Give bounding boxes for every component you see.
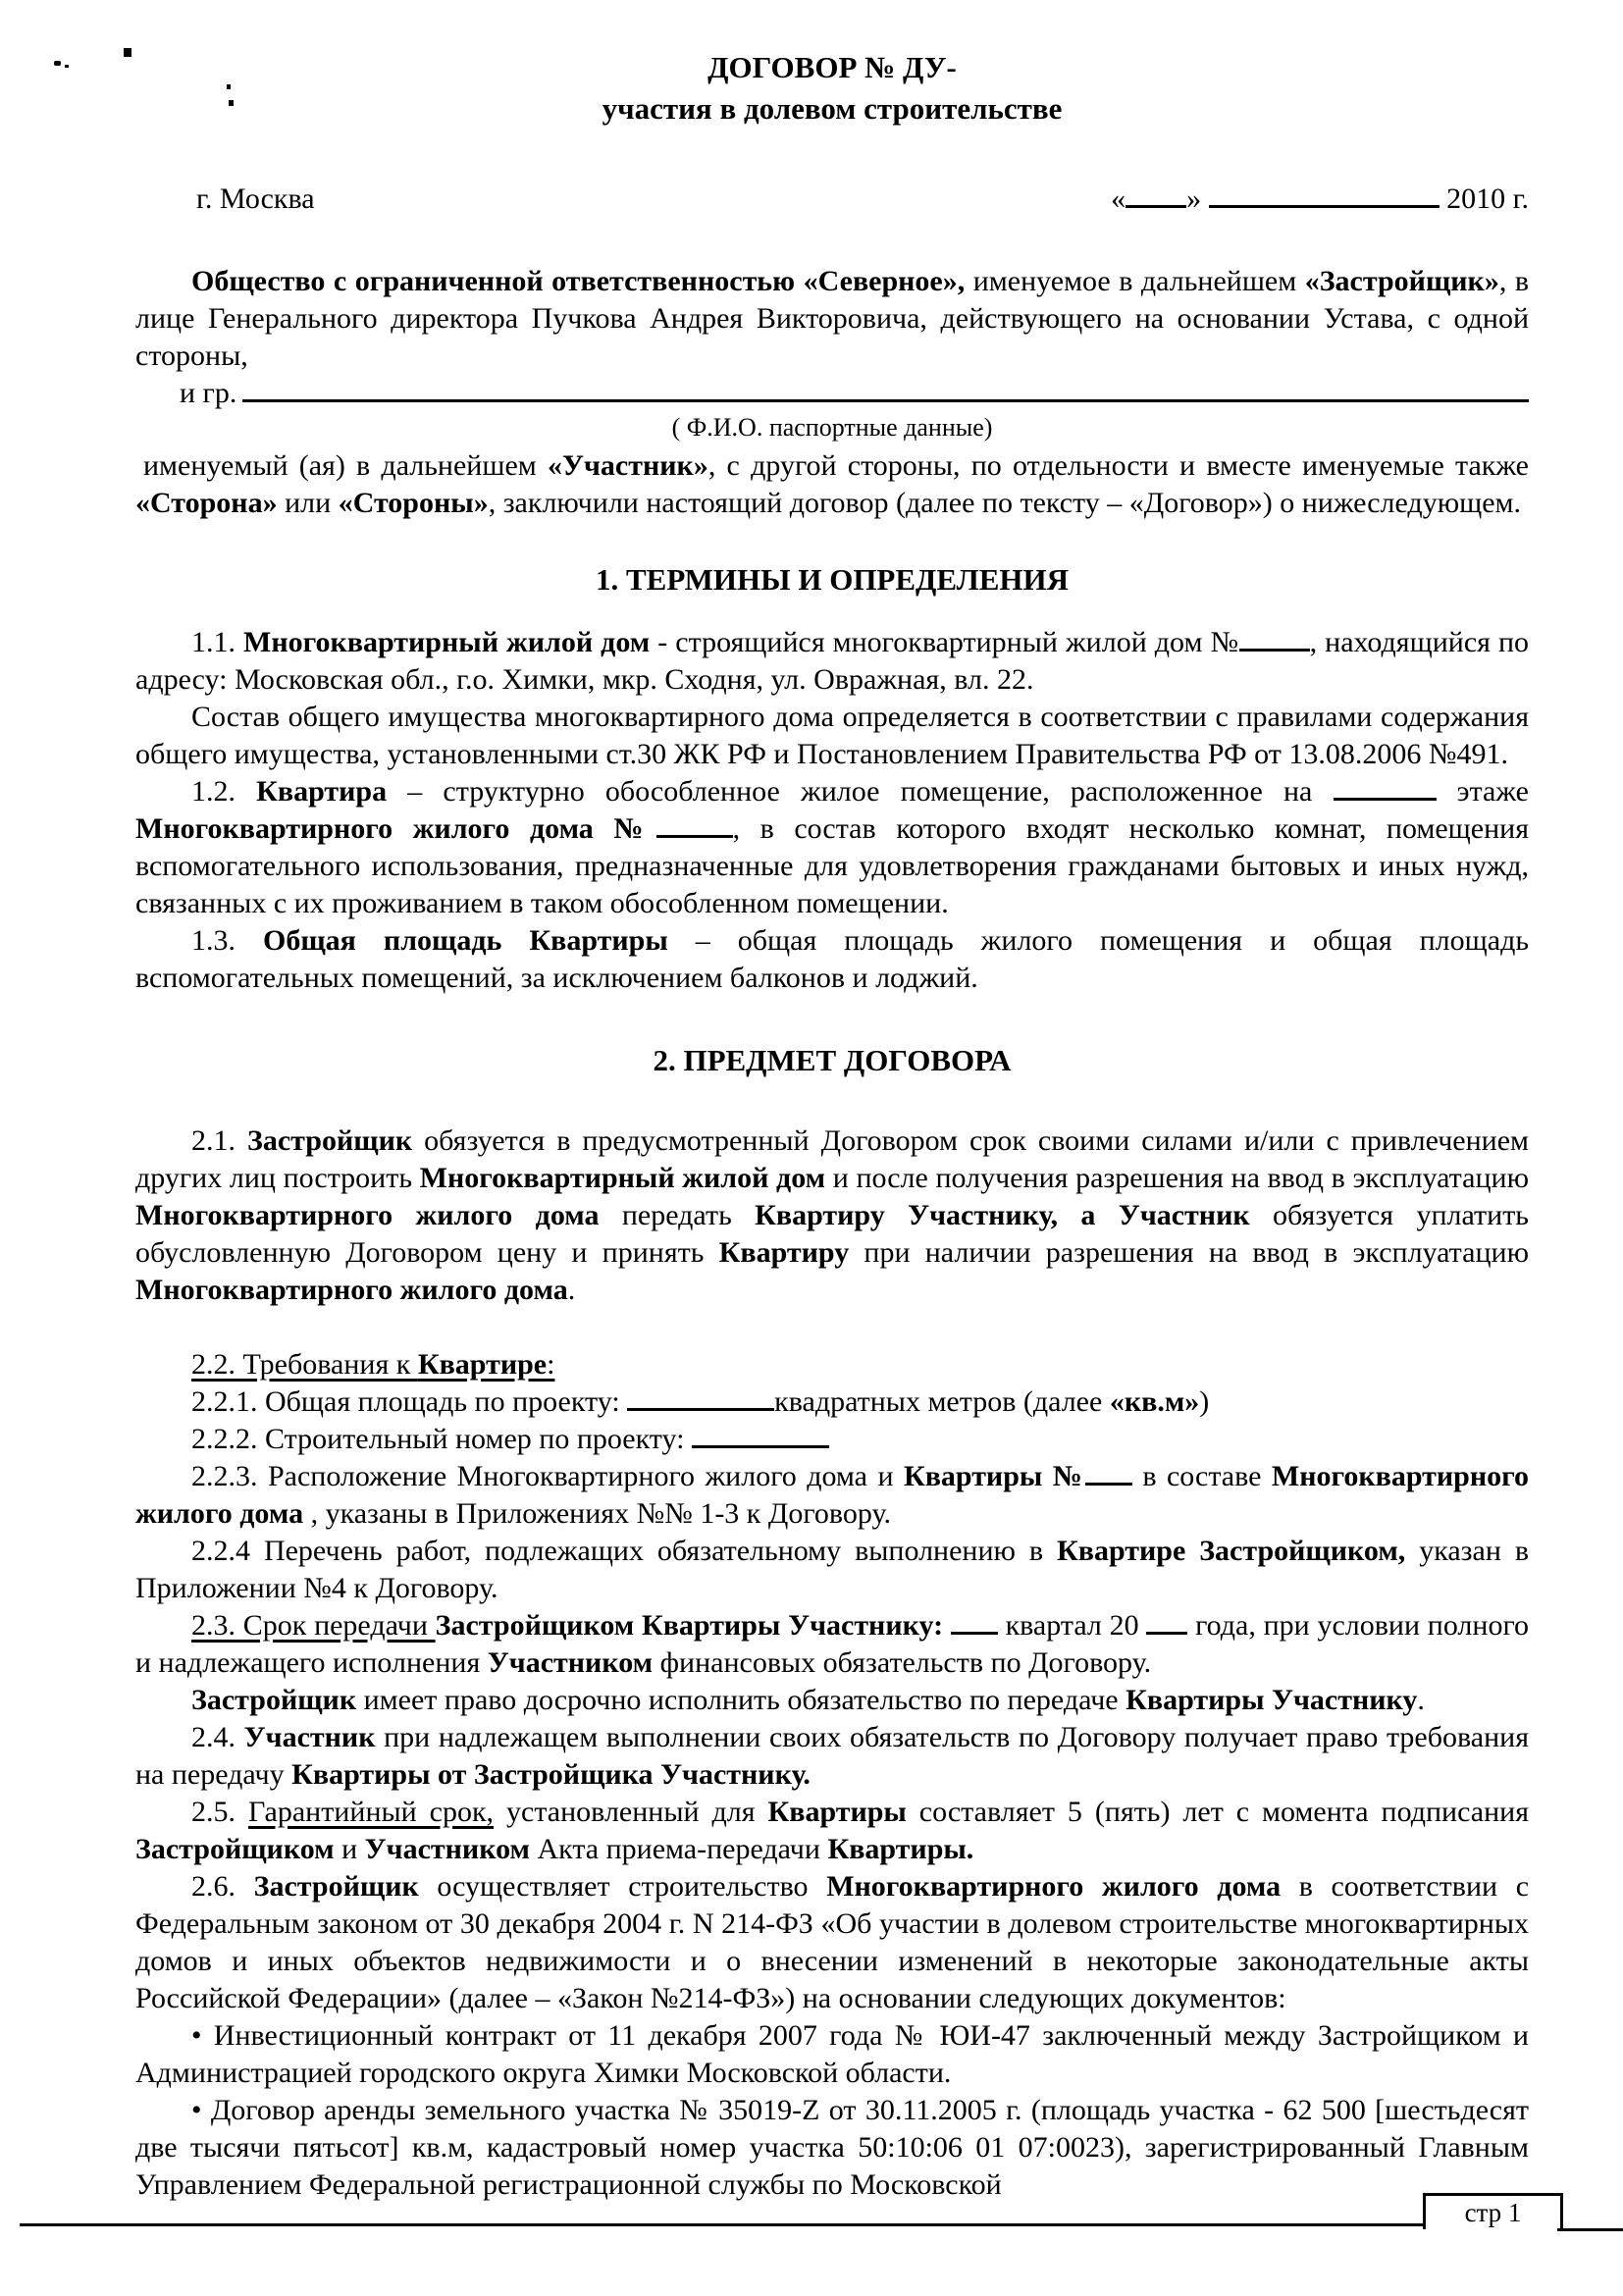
paragraph-1-1: 1.1. Многоквартирный жилой дом - строящийся многоквартирный жилой дом № , находящийся по адресу: Московская обл., г.о. Химки, мкр. Сходня, ул. Овражная, вл. 22. xyxy=(135,626,1530,696)
paragraph-2-6: 2.6. Застройщик осуществляет строительство Многоквартирного жилого дома в соответствии с Федеральным законом от 30 декабря 2004 г. N 214-ФЗ «Об участии в долевом строительстве многоквартирных домов и иных объектов недвижимости и о внесении изменений в некоторые законодательные акты Российской Федерации» (далее – «Закон №214-ФЗ») на основании следующих документов: xyxy=(135,1870,1530,2014)
participant-prefix-label: и гр. xyxy=(180,377,237,409)
paragraph-parties-participant: именуемый (ая) в дальнейшем «Участник», с другой стороны, по отдельности и вместе именуемые также «Сторона» или «Стороны», заключили настоящий договор (далее по тексту – «Договор») о нижеследующем. xyxy=(135,449,1529,519)
page-number-badge xyxy=(1423,2193,1563,2229)
participant-name-blank-row xyxy=(135,375,1529,412)
section-heading-terms: 1. ТЕРМИНЫ И ОПРЕДЕЛЕНИЯ xyxy=(595,562,1070,597)
document-title-line2: участия в долевом строительстве xyxy=(602,91,1063,126)
paragraph-2-2-2: 2.2.2. Строительный номер по проекту: xyxy=(135,1421,1529,1458)
city-label: г. Москва xyxy=(196,183,315,215)
bullet-land-lease-contract: • Договор аренды земельного участка № 35019-Z от 30.11.2005 г. (площадь участка - 62 500 [шестьдесят две тысячи пятьсот] кв.м, кадастровый номер участка 50:10:06 01 07:0023), зарегистрированный Главным Управлением Федеральной регистрационной службы по Московской xyxy=(135,2094,1529,2201)
document-title-line1: ДОГОВОР № ДУ- xyxy=(707,50,957,84)
document-body xyxy=(135,47,1529,2204)
paragraph-2-2-1: 2.2.1. Общая площадь по проекту: квадратных метров (далее «кв.м») xyxy=(191,1385,1210,1418)
date-blank-line: « » 2010 г. xyxy=(1111,183,1529,215)
paragraph-1-3: 1.3. Общая площадь Квартиры – общая площадь жилого помещения и общая площадь вспомогательных помещений, за исключением балконов и лоджий. xyxy=(135,924,1530,994)
scan-artifact-speck xyxy=(65,65,69,68)
paragraph-2-2-heading: 2.2. Требования к Квартире: xyxy=(191,1348,555,1381)
footer-rule-right xyxy=(1557,2228,1623,2231)
city-date-row xyxy=(135,181,1529,218)
paragraph-2-4: 2.4. Участник при надлежащем выполнении своих обязательств по Договору получает право требования на передачу Квартиры от Застройщика Участнику. xyxy=(135,1721,1530,1791)
footer-rule-left xyxy=(20,2223,1423,2226)
paragraph-2-2-3: 2.2.3. Расположение Многоквартирного жилого дома и Квартиры № в составе Многоквартирного жилого дома , указаны в Приложениях №№ 1-3 к Договору. xyxy=(135,1460,1529,1530)
participant-name-caption: ( Ф.И.О. паспортные данные) xyxy=(671,413,993,442)
paragraph-parties-developer: Общество с ограниченной ответственностью «Северное», именуемое в дальнейшем «Застройщик», в лице Генерального директора Пучкова Андрея Викторовича, действующего на основании Устава, с одной стороны, xyxy=(135,265,1530,372)
paragraph-2-2-4: 2.2.4 Перечень работ, подлежащих обязательному выполнению в Квартире Застройщиком, указан в Приложении №4 к Договору. xyxy=(135,1535,1529,1604)
paragraph-1-2: 1.2. Квартира – структурно обособленное жилое помещение, расположенное на этаже Многоквартирного жилого дома № , в состав которого входят несколько комнат, помещения вспомогательного использования, предназначенные для удовлетворения гражданами бытовых и иных нужд, связанных с их проживанием в таком обособленном помещении. xyxy=(135,775,1529,919)
participant-name-blank xyxy=(242,376,1529,402)
paragraph-2-3: 2.3. Срок передачи Застройщиком Квартиры Участнику: квартал 20 года, при условии полного и надлежащего исполнения Участником финансовых обязательств по Договору. xyxy=(135,1609,1530,1679)
scan-artifact-speck xyxy=(54,61,61,66)
paragraph-1-1-common-property: Состав общего имущества многоквартирного дома определяется в соответствии с правилами содержания общего имущества, установленными ст.30 ЖК РФ и Постановлением Правительства РФ от 13.08.2006 №491. xyxy=(135,701,1529,770)
paragraph-2-3-early-transfer: Застройщик имеет право досрочно исполнить обязательство по передаче Квартиры Участнику. xyxy=(191,1684,1425,1716)
paragraph-2-1: 2.1. Застройщик обязуется в предусмотренный Договором срок своими силами и/или с привлечением других лиц построить Многоквартирный жилой дом и после получения разрешения на ввод в эксплуатацию Многоквартирного жилого дома передать Квартиру Участнику, а Участник обязуется уплатить обусловленную Договором цену и принять Квартиру при наличии разрешения на ввод в эксплуатацию Многоквартирного жилого дома. xyxy=(135,1124,1530,1306)
page-number-label: стр 1 xyxy=(1464,2198,1522,2227)
scan-artifact-speck xyxy=(124,48,131,57)
bullet-investment-contract: • Инвестиционный контракт от 11 декабря 2007 года № ЮИ-47 заключенный между Застройщиком и Администрацией городского округа Химки Московской области. xyxy=(135,2019,1529,2089)
section-heading-subject: 2. ПРЕДМЕТ ДОГОВОРА xyxy=(653,1043,1012,1077)
paragraph-2-5: 2.5. Гарантийный срок, установленный для Квартиры составляет 5 (пять) лет с момента подписания Застройщиком и Участником Акта приема-передачи Квартиры. xyxy=(135,1796,1529,1865)
